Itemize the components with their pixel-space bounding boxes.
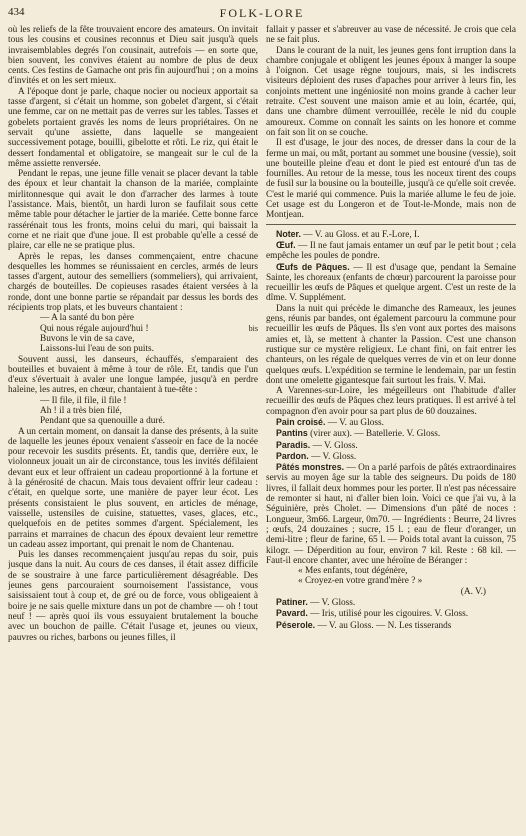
song-verse-line: bis Qui nous régale aujourd'hui ! [40, 323, 258, 334]
entry-text: — V. au Gloss. [327, 417, 384, 428]
running-title: FOLK-LORE [219, 6, 305, 20]
body-paragraph: Pendant le repas, une jeune fille venait se placer devant la table des époux et leur chantait la chanson de la mariée, complainte mirlitonnesque qui avait le don d'arracher des larmes à toute l'assistance. Mais, bientôt, un hardi luron se faufilait sous cette même table pour détacher le jartier de la mariée. Cette bonne farce rassérénait tous les fronts, moins celui du mari, qui baissait la corne et ne riait que d'une joue. Il est probable qu'elle a cessé de plaire, car elle ne se pratique plus. [8, 169, 258, 252]
dictionary-entry [266, 262, 516, 304]
entry-text: — V. Gloss. [310, 598, 356, 609]
entry-headword: Pavard. [276, 608, 308, 619]
song-verse-line: Buvons le vin de sa cave, [40, 333, 135, 344]
entry-text: — Il ne faut jamais entamer un œuf par le petit bout ; cela empêche les poules de pondre. [266, 240, 516, 262]
entry-text: (virer aux). — Batellerie. V. Gloss. [310, 429, 441, 440]
entry-headword: Pantins [276, 428, 308, 439]
song-verse-line: — A la santé du bon père [40, 313, 134, 324]
entry-headword: Patiner. [276, 597, 308, 608]
left-column [8, 25, 258, 831]
entry-text: A Varennes-sur-Loire, les mégeilleurs ont l'habitude d'aller recueillir des œufs de Pâques chez leurs pratiques. Il est arrivé à tel compagnon d'en avoir pour sa part plus de 60 douzaines. [266, 386, 516, 417]
section-divider [266, 224, 516, 225]
entry-headword: Paradis. [276, 439, 311, 450]
repeat-mark: bis [248, 323, 258, 333]
right-column [266, 25, 516, 831]
body-paragraph: Souvent aussi, les danseurs, échauffés, s'emparaient des bouteilles et buvaient à même à tour de rôle. Et, tandis que l'un d'eux s'évertuait à avaler une longue lampée, jusqu'à en perdre haleine, les autres, en chœur, chantaient à tue-tête : [8, 354, 258, 396]
entry-headword: Pain croisé. [276, 416, 326, 427]
body-paragraph: A un certain moment, on dansait la danse des présents, à la suite de laquelle les jeunes époux venaient s'asseoir en face de la nocée pour recevoir les susdits présents. Et, tandis que, derrière eux, le violonneux jouait un air de circonstance, tous les invités défilaient devant eux et leur offraient un cadeau proportionné à la fortune et à la générosité de chacun. Mais tous devaient offrir leur cadeau : c'était, en quelque sorte, une manière de payer leur écot. Les présents consistaient le plus souvent, en articles de ménage, vaisselle, ustensiles de cuisine, statuettes, vases, glaces, etc., quelquefois en de petites sommes d'argent. Spécialement, les parrains et marraines de chacun des époux devaient leur remettre un cadeau assez important, qui prenait le nom de Chantenau. [8, 426, 258, 550]
entry-text: — V. au Gloss. et au F.-Lore, I. [303, 229, 420, 240]
quote-attribution: (A. V.) [460, 586, 486, 597]
dictionary-entry [266, 462, 516, 566]
dictionary-entry [266, 608, 516, 619]
body-paragraph: où les reliefs de la fête trouvaient encore des amateurs. On invitait tous les cousins et cousines reconnus et Dieu sait jusqu'à quels invraisemblables degrés l'on cousinait, autrefois — en sorte que, bien souvent, les convives étaient au nombre de plus de deux cents. Ces festins de Gamache ont pris fin aujourd'hui ; on a moins d'invités et on les sert mieux. [8, 25, 258, 87]
quote-line: « Mes enfants, tout dégénère, [298, 566, 408, 577]
dictionary-entry [266, 428, 516, 439]
dictionary-entry [266, 240, 516, 262]
entry-text: — On a parlé parfois de pâtés extraordinaires servis au moyen âge sur la table des seigneurs. Du poids de 180 livres, il fallait deux hommes pour les porter. Il n'est pas nécessaire de remonter si haut, ni d'aller bien loin. Voici ce que j'ai vu, à la Séguinière, près Cholet. — Dimensions d'un pâté de noces : Longueur, 3m66. Largeur, 0m70. — Ingrédients : Beurre, 24 livres ; œufs, 24 douzaines ; sucre, 15 l. ; eau de fleur d'oranger, un demi-litre ; fleur de farine, 65 l. — Poids total avant la cuisson, 75 kilogr. — Déperdition au four, environ 7 kil. Reste : 68 kil. — Faut-il encore chanter, avec une héroïne de Béranger : [266, 463, 516, 566]
dictionary-entry [266, 386, 516, 417]
dictionary-entry [266, 440, 516, 451]
entry-headword: Pardon. [276, 450, 309, 461]
quote-line: « Croyez-en votre grand'mère ? » [298, 576, 423, 587]
dictionary-entry [266, 597, 516, 608]
song-verse-line: Laissons-lui l'eau de son puits. [40, 344, 155, 355]
body-paragraph: A l'époque dont je parle, chaque nocier ou nocieux apportait sa tasse d'argent, si c'était un homme, son gobelet d'argent, si c'était une femme, car on ne mettait pas de verres sur les tables. Tasses et gobelets portaient gravés les noms de leurs propriétaires. On ne servait qu'une assiette, dans laquelle se mangeaient successivement potage, bouilli, gibelotte et rôti. Le riz, qui était le dessert fondamental et obligatoire, se mangeait sur le cul de la même assiette renversée. [8, 86, 258, 169]
song-verse-line: Pendant que sa quenouille a duré. [40, 416, 165, 427]
body-paragraph: Il est d'usage, le jour des noces, de dresser dans la cour de la ferme un mai, ou mât, portant au sommet une bousine (vessie), soit une bouteille pleine d'eau et dont le pied est entouré d'un tas de fournilles. Au retour de la messe, tous les noceux tirent des coups de fusil sur la bousine ou la bouteille, jusqu'à ce qu'elle soit crevée. C'est le marié qui commence. Puis la mariée allume le feu de joie. Cet usage est du Longeron et de Tout-le-Monde, mais non de Montjean. [266, 138, 516, 221]
entry-headword: Noter. [276, 228, 301, 239]
entry-text: — V. Gloss. [311, 451, 357, 462]
song-verse-line: Ah ! il a très bien filé, [40, 405, 122, 416]
body-paragraph: Dans le courant de la nuit, les jeunes gens font irruption dans la chambre conjugale et obligent les jeunes époux à manger la soupe à l'oignon. Cet usage règne toujours, mais, si les indiscrets visiteurs déploient des ruses d'apaches pour arriver à leurs fin, les conjoints mettent une ingéniosité non moins grande à cacher leur retraite. C'est souvent une maison amie et au loin, écartée, qui, dans une chambre dûment verrouillée, recèle le nid du couple amoureux. Comme on connaît les saints on les honore et comme on fait son lit on se couche. [266, 45, 516, 138]
dictionary-entry [266, 451, 516, 462]
entry-headword: Pâtés monstres. [276, 462, 345, 473]
dictionary-entry [266, 620, 516, 631]
dictionary-entry [266, 229, 516, 240]
entry-text: — V. au Gloss. — N. Les tisserands [317, 620, 452, 631]
entry-headword: Œuf. [276, 239, 296, 250]
entry-text: — Il est d'usage que, pendant la Semaine Sainte, les choreaux (enfants de chœur) parcourent la paroisse pour recueillir les œufs de Pâques et quelque argent. C'est un reste de la dîme. V. Supplément. [266, 262, 516, 304]
entry-text: Dans la nuit qui précède le dimanche des Rameaux, les jeunes gens, réunis par bandes, ont également parcouru la commune pour recueillir les œufs de Pâques. Ils s'en vont aux portes des maisons amies et, là, se mettent à chanter la Passion. C'est une chanson rustique sur ce mystère religieux. Le chant fini, on fait entrer les chanteurs, on les régale de quelques verres de vin et on leur donne quelques œufs. L'expédition se termine le lendemain, par un festin dont une omelette gigantesque fait surtout les frais. V. Mai. [266, 303, 516, 386]
entry-headword: Œufs de Pâques. [276, 261, 350, 272]
page-number: 434 [8, 6, 25, 18]
body-paragraph: Puis les danses recommençaient jusqu'au repas du soir, puis jusque dans la nuit. Au cours de ces danses, il était assez difficile de se soustraire à une farce particulièrement désagréable. Des jeunes gens parcouraient sournoisement l'assistance, vous saisissaient tout à coup et, de gré ou de force, vous obligeaient à boire je ne sais quelle mixture dans un pot de chambre — oh ! tout neuf ! — après quoi ils vous essuyaient brutalement la bouche avec un bouchon de paille. C'était l'usage et, jeunes ou vieux, pauvres ou riches, barbons ou jeunes filles, il [8, 550, 258, 643]
body-paragraph: fallait y passer et s'abreuver au vase de nécessité. Je crois que cela ne se fait plus. [266, 25, 516, 46]
body-paragraph: Après le repas, les danses commençaient, entre chacune desquelles les hommes se réunissaient en cercles, armés de leurs tasses d'argent, autour des semelliers (sommeliers), qui arrivaient, chargés de bouteilles. De copieuses rasades étaient versées à la ronde, dont une bonne partie se répandait par dessus les bords des récipients trop plats, et les buveurs chantaient : [8, 251, 258, 314]
dictionary-entry [266, 417, 516, 428]
text-columns [8, 25, 516, 831]
entry-text: — V. Gloss. [312, 440, 358, 451]
entry-headword: Péserole. [276, 619, 316, 630]
song-verse-line: — Il file, il file, il file ! [40, 395, 127, 406]
page-header [8, 6, 516, 24]
dictionary-entry [266, 304, 516, 386]
entry-text: — Iris, utilisé pour les cigouires. V. Gloss. [310, 609, 469, 620]
